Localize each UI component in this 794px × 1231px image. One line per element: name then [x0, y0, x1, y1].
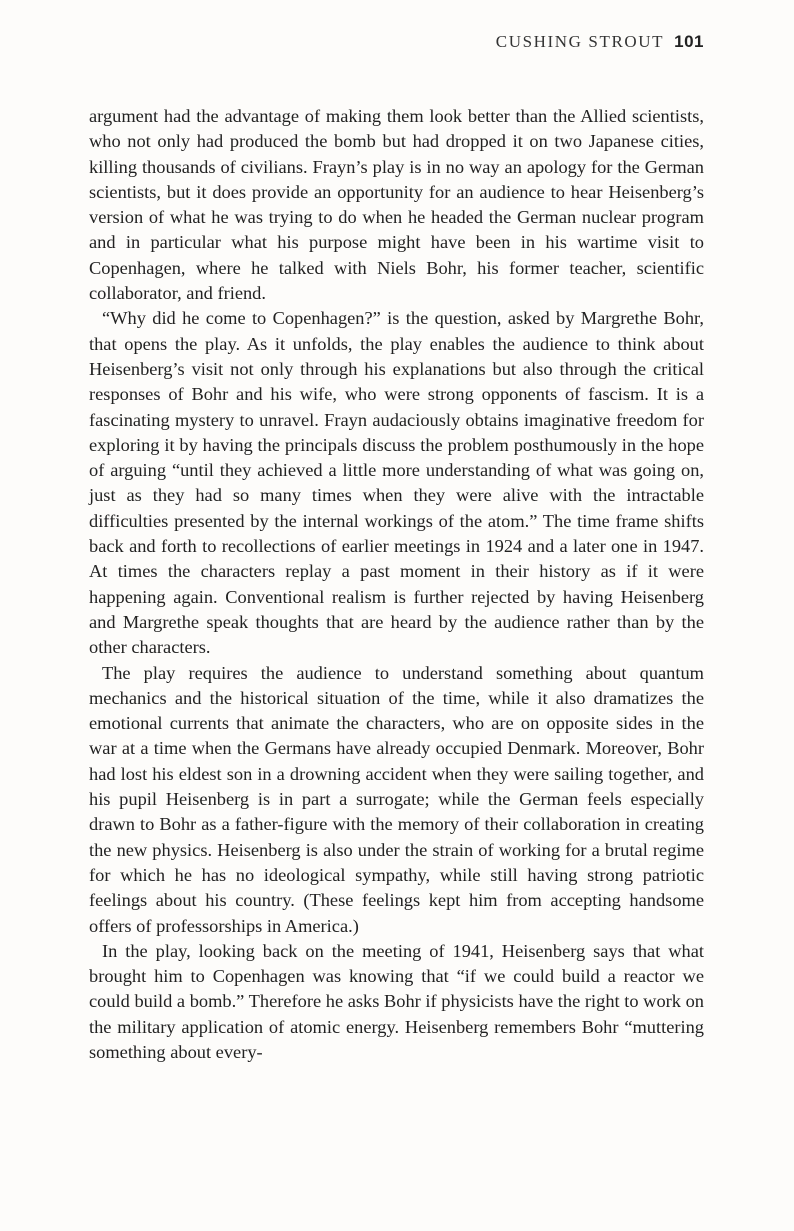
body-text	[89, 104, 704, 1065]
running-title: CUSHING STROUT	[495, 32, 665, 51]
running-head	[496, 32, 704, 52]
paragraph-1: argument had the advantage of making them look better than the Allied scientists, who not only had produced the bomb but had dropped it on two Japanese cities, killing thousands of civilians. Frayn’s play is in no way an apology for the German scientists, but it does provide an opportunity for an audience to hear Heisenberg’s version of what he was trying to do when he headed the German nuclear program and in particular what his purpose might have been in his wartime visit to Copenhagen, where he talked with Niels Bohr, his former teacher, scientific collaborator, and friend.	[89, 106, 704, 304]
paragraph-2: “Why did he come to Copenhagen?” is the question, asked by Margrethe Bohr, that opens the play. As it unfolds, the play enables the audience to think about Heisenberg’s visit not only through his explanations but also through the critical responses of Bohr and his wife, who were strong opponents of fascism. It is a fascinating mystery to unravel. Frayn audaciously obtains imaginative freedom for exploring it by having the principals discuss the problem posthumously in the hope of arguing “until they achieved a little more understanding of what was going on, just as they had so many times when they were alive with the intractable difficulties presented by the internal workings of the atom.” The time frame shifts back and forth to recollections of earlier meetings in 1924 and a later one in 1947. At times the characters replay a past moment in their history as if it were happening again. Conventional realism is further rejected by having Heisenberg and Margrethe speak thoughts that are heard by the audience rather than by the other characters.	[89, 308, 704, 658]
page-number: 101	[674, 32, 704, 51]
paragraph-4: In the play, looking back on the meeting of 1941, Heisenberg says that what brought him to Copenhagen was knowing that “if we could build a reactor we could build a bomb.” Therefore he asks Bohr if physicists have the right to work on the military application of atomic energy. Heisenberg remembers Bohr “muttering something about every-	[89, 940, 704, 1062]
paragraph-3: The play requires the audience to understand something about quantum mechanics and the historical situation of the time, while it also dramatizes the emotional currents that animate the characters, who are on opposite sides in the war at a time when the Germans have already occupied Denmark. Moreover, Bohr had lost his eldest son in a drowning accident when they were sailing together, and his pupil Heisenberg is in part a surrogate; while the German feels especially drawn to Bohr as a father-figure with the memory of their collaboration in creating the new physics. Heisenberg is also under the strain of working for a brutal regime for which he has no ideological sympathy, while still having strong patriotic feelings about his country. (These feelings kept him from accepting handsome offers of professorships in America.)	[89, 662, 704, 936]
